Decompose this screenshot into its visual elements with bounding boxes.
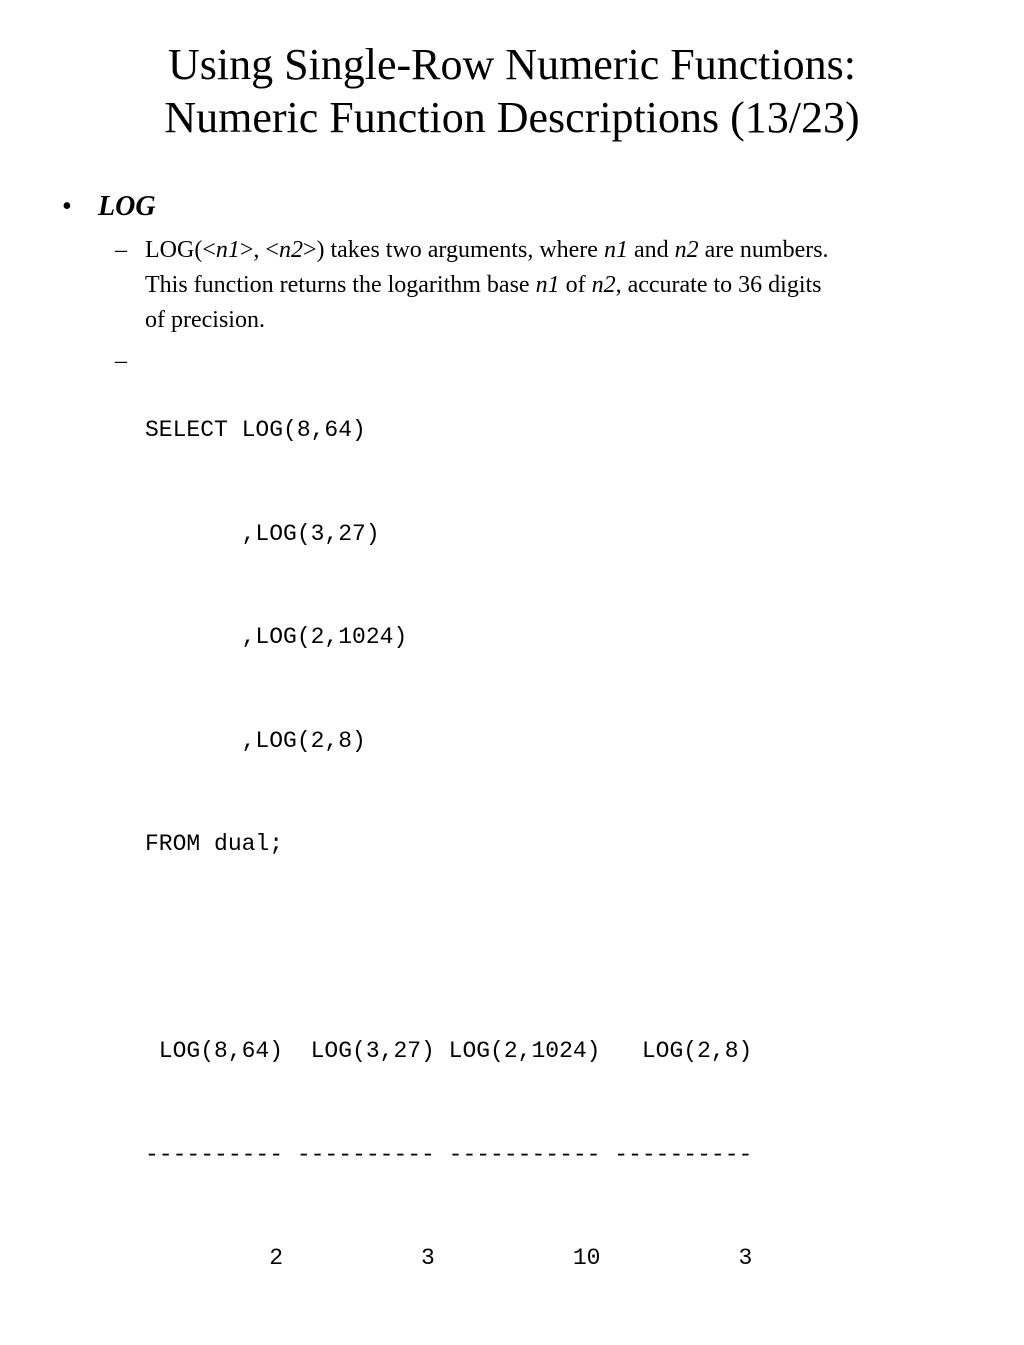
code-line: SELECT LOG(8,64) — [145, 417, 366, 443]
sub-bullet-dash-icon: – — [115, 348, 127, 374]
description-line-1 — [145, 233, 975, 268]
function-description — [145, 233, 975, 338]
param-n1: n1 — [603, 237, 628, 263]
sql-code-block — [145, 344, 752, 1345]
desc-text: This function returns the logarithm base — [145, 272, 536, 298]
code-line: ,LOG(2,1024) — [145, 624, 408, 650]
param-n1: n1 — [535, 272, 560, 298]
result-separator: ---------- ---------- ----------- ---------- — [145, 1141, 753, 1168]
param-n2: n2 — [278, 237, 303, 263]
result-header: LOG(8,64) LOG(3,27) LOG(2,1024) LOG(2,8) — [145, 1038, 753, 1064]
description-line-3: of precision. — [145, 307, 265, 333]
desc-text: >, < — [239, 237, 279, 263]
desc-text: are numbers. — [698, 237, 829, 263]
desc-text: LOG(< — [145, 237, 216, 263]
description-line-2 — [145, 268, 975, 303]
sub-bullet-dash-icon: – — [115, 237, 127, 263]
code-line: FROM dual; — [145, 831, 284, 857]
param-n1: n1 — [215, 237, 240, 263]
title-line-2: Numeric Function Descriptions (13/23) — [164, 93, 860, 142]
title-line-1: Using Single-Row Numeric Functions: — [167, 40, 857, 89]
code-line: ,LOG(2,8) — [145, 727, 366, 754]
code-line — [145, 931, 752, 966]
param-n2: n2 — [674, 237, 699, 263]
bullet-label: LOG — [98, 191, 156, 222]
result-row: 2 3 10 3 — [145, 1245, 753, 1271]
slide-title — [60, 38, 964, 144]
desc-text: and — [627, 237, 675, 263]
desc-text: of — [559, 272, 592, 298]
desc-text: , accurate to 36 digits — [615, 272, 822, 298]
bullet-item-log — [62, 190, 156, 224]
desc-text: >) takes two arguments, where — [302, 237, 604, 263]
bullet-dot-icon: • — [62, 191, 72, 222]
code-line: ,LOG(3,27) — [145, 520, 380, 547]
param-n2: n2 — [591, 272, 616, 298]
